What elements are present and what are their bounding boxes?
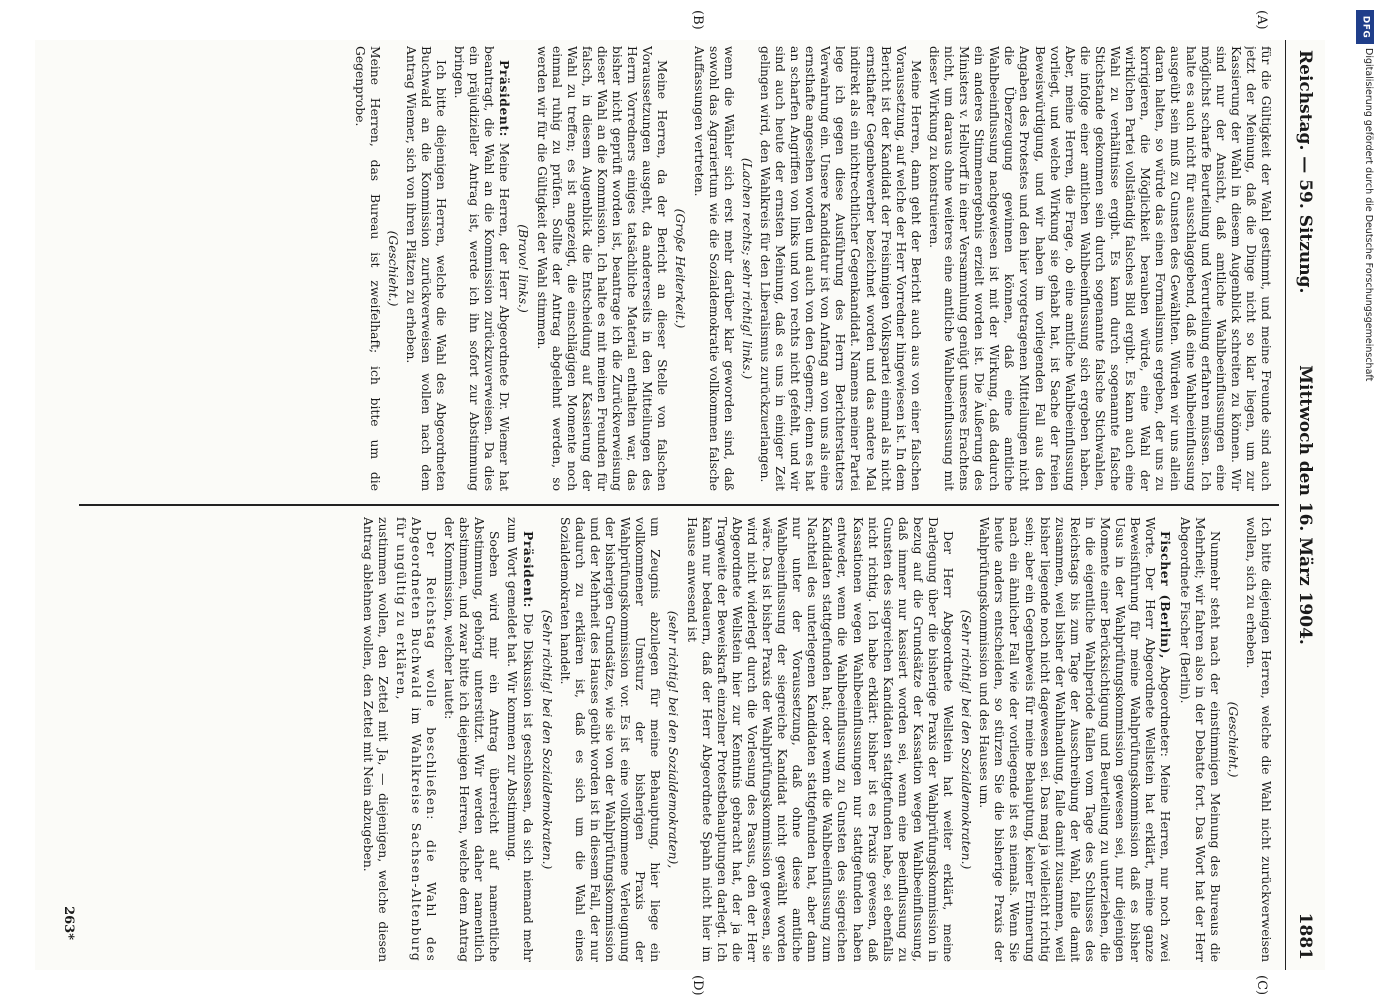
right-column: [93, 517, 1273, 962]
paragraph: um Zeugnis abzulegen für meine Behauptung, hier liege ein vollkommener Umsturz der bisherigen Praxis der Wahlprüfungskommission vor. Es ist eine vollkommene Verleugnung der bisherigen Grundsätze, wie sie von der Wahlprüfungskommission und der Mehrheit des Hauses geübt worden ist in diesem Fall, der nur dadurch zu erklären ist, daß es sich um die Wahl eines Sozialdemokraten handelt.: [557, 517, 663, 962]
paragraph-text: Meine Herren, der Herr Abgeordnete Dr. Wiemer hat beantragt, die Wahl an die Kommission zurückzuverweisen. Da dies ein präjudizieller Antrag ist, werde ich ihn sofort zur Abstimmung bringen.: [452, 46, 512, 491]
paragraph-text: Die Diskussion ist geschlossen, da sich niemand mehr zum Wort gemeldet hat. Wir kommen zur Abstimmung.: [505, 517, 535, 962]
paragraph: [976, 517, 1173, 962]
margin-mark-d: (D): [690, 975, 705, 996]
column-divider: [79, 504, 1279, 506]
paragraph: (Lachen rechts; sehr richtig! links.): [739, 157, 754, 380]
speaker-name: Präsident:: [497, 60, 513, 137]
paragraph: Meine Herren, da der Bericht an dieser Stelle von falschen Voraussetzungen ausgeht, da andererseits in den Mitteilungen des Herrn Vorredners einiges tatsächliche Material enthalten war, das bisher nicht geprüft worden ist, beantrage ich die Zurückverweisung dieser Wahl an die Kommission. Ich halte es mit meinen Freunden für falsch, in diesem Augenblick die Entscheidung auf Kassierung der Wahl zu treffen; es ist angezeigt, die einschlägigen Momente noch einmal ruhig zu prüfen. Sollte der Antrag abgelehnt werden, so werden wir für die Gültigkeit der Wahl stimmen.: [534, 46, 670, 491]
paragraph: Soeben wird mir ein Antrag überreicht auf namentliche Abstimmung, gehörig unterstützt. Wir werden daher namentlich abstimmen, und zwar bitte ich diejenigen Herren, welche dem Antrag der Kommission, welcher lautet:: [442, 517, 502, 962]
page-header: [1285, 40, 1325, 970]
left-column: [93, 46, 1273, 491]
paragraph: [451, 46, 512, 491]
paragraph: Meine Herren, das Bureau ist zweifelhaft; ich bitte um die Gegenprobe.: [352, 46, 382, 491]
margin-mark-c: (C): [1254, 975, 1269, 996]
paragraph: zustimmen wollen, den Zettel mit Ja, — diejenigen, welche diesen Antrag ablehnen wollen, den Zettel mit Nein abzugeben.: [360, 517, 390, 962]
credit-text: Digitalisierung gefördert durch die Deutsche Forschungsgemeinschaft: [1363, 48, 1374, 382]
speaker-name: Fischer (Berlin),: [1158, 531, 1174, 659]
paragraph-text: Abgeordneter: Meine Herren, nur noch zwei Worte. Der Herr Abgeordnete Wellstein hat erklärt, meine ganze Beweisführung für meine Wahlprüfungskommission daß es bisher Usus in der Wahlprüfungskommission gewesen sei, nur diejenigen Momente einer Berücksichtigung und Beurteilung zu unterziehen, die in die eigentliche Wahlperiode fallen vom Tage des Schlusses des Reichstags bis zum Tage der Ausschreibung der Wahl, falle damit zusammen, weil bisher der Wahlhandlung, falle damit zusammen, weil bisher liegende noch nicht dagewesen sei. Das mag ja vielleicht richtig sein; aber ein Gegenbeweis für meine Behauptung, keiner Erinnerung nach ein ähnlicher Fall wie der vorliegende ist es niemals. Wenn Sie heute anders entscheiden, so stürzen Sie die bisherige Praxis der Wahlprüfungskommission und des Hauses um.: [977, 517, 1173, 962]
paragraph: Meine Herren, dann geht der Bericht auch aus von einer falschen Voraussetzung, auf welche der Herr Vorredner hingewiesen ist. In dem Bericht ist der Kandidat der Freisinnigen Volkspartei einmal als nicht ernsthafter Gegenbewerber bezeichnet worden und das andere Mal indirekt als ein nichtrechtlicher Gegenkandidat. Namens meiner Partei lege ich gegen diese Ausführung des Herrn Berichterstatters Verwahrung ein. Unsere Kandidatur ist von Anfang an von uns als eine ernsthafte angesehen worden und auch von den Gegnern; denn es hat an scharfen Angriffen von links und von rechts nicht gefehlt, und wir sind auch heute der ernsten Meinung, daß es uns in einiger Zeit gelingen wird, den Wahlkreis für den Liberalismus zurückzuerlangen.: [757, 46, 923, 491]
paragraph: Ich bitte diejenigen Herren, welche die Wahl des Abgeordneten Buchwald an die Kommission zurückverweisen wollen nach dem Antrag Wiemer, sich von ihren Plätzen zu erheben.: [403, 46, 449, 491]
paragraph: (Geschieht.): [1225, 701, 1240, 778]
paragraph: (Bravo! links.): [516, 224, 531, 313]
margin-mark-a: (A): [1254, 10, 1269, 30]
paragraph: wenn die Wähler sich erst mehr darüber klar geworden sind, daß sowohl das Agrariertum wie die Sozialdemokratie vollkommen falsche Auffassungen vertreten.: [691, 46, 736, 491]
paragraph: (sehr richtig! bei den Sozialdemokraten),: [666, 610, 681, 869]
header-left: Reichstag. — 59. Sitzung.: [1295, 50, 1315, 294]
header-date: Mittwoch den 16. März 1904.: [1295, 365, 1315, 645]
margin-mark-b: (B): [690, 10, 705, 30]
footer-page-number: 263*: [61, 906, 76, 940]
speaker-name: Präsident:: [520, 531, 536, 608]
paragraph: (Große Heiterkeit.): [673, 208, 688, 329]
paragraph: [504, 517, 535, 962]
header-page-number: 1881: [1295, 912, 1315, 960]
paragraph: für die Gültigkeit der Wahl gestimmt, und meine Freunde sind auch jetzt der Meinung, daß die Dinge nicht so klar liegen, um zur Kassierung der Wahl in diesem Augenblick schreiten zu können. Wir sind nur der Ansicht, daß amtliche Wahlbeeinflussungen eine möglichst scharfe Beurteilung und Verurteilung erfahren müssen. Ich halte es auch nicht für ausschlaggebend, daß eine Wahlbeeinflussung ausgeübt sein muß zu Gunsten des Gewählten. Würden wir uns allein daran halten, so würde das einen Formalismus ergeben, der uns zu korrigieren, die Möglichkeit berauben würde, eine Wahl der wirklichen Partei vollständig falsches Bild ergibt. Es kann auch eine Wahl zu verhältnisse ergibt. Es kann durch sogenannte falsche Stichstande gekommen sein durch sogenannte falsche Stichwahlen, die infolge einer amtlichen Wahlbeeinflussung sich ergeben haben. Aber, meine Herren, die Frage, ob eine amtliche Wahlbeeinflussung vorliegt, und welche Wirkung sie gehabt hat, ist Sache der freien Beweiswürdigung, und wir haben im vorliegenden Fall aus den Angaben des Protestes und den hier vorgetragenen Mitteilungen nicht die Überzeugung gewinnen können, daß eine amtliche Wahlbeeinflussung nachgewiesen ist mit der Wirkung, daß dadurch ein anderes Stimmenergebnis erzielt worden ist. Die Äußerung des Ministers v. Hellvorff in einer Versammlung genügt unseres Erachtens nicht, um daraus ohne weiteres eine amtliche Wahlbeeinflussung mit dieser Wirkung zu konstruieren.: [926, 46, 1273, 491]
paragraph: Der Reichstag wolle beschließen: die Wahl des Abgeordneten Buchwald im Wahlkreise Sachsen-Altenburg für ungültig zu erklären,: [393, 517, 439, 962]
digitization-credit: [1352, 8, 1378, 998]
paragraph: Der Herr Abgeordnete Wellstein hat weiter erklärt, meine Darlegung über die bisherige Praxis der Wahlprüfungskommission in bezug auf die Grundsätze der Kassation wegen Wahlbeeinflussung, daß immer nur kassiert worden sei, wenn eine Beeinflussung zu Gunsten des siegreichen Kandidaten stattgefunden habe, sei ebenfalls nicht richtig. Ich habe erklärt: bisher ist es Praxis gewesen, daß Kassationen wegen Wahlbeeinflussungen nur stattgefunden haben entweder, wenn die Wahlbeeinflussung zu Gunsten des siegreichen Kandidaten stattgefunden hat; oder wenn die Wahlbeeinflussung zum Nachteil des unterlegenen Kandidaten stattgefunden hat, aber dann nur unter der Voraussetzung, daß ohne diese amtliche Wahlbeeinflussung der siegreiche Kandidat nicht gewählt worden wäre. Das ist bisher Praxis der Wahlprüfungskommission gewesen, sie wird nicht widerlegt durch die Vorlesung des Passus, den der Herr Abgeordnete Wellstein hier zur Kenntnis gebracht hat, der ja die Tragweite der Beweiskraft einzelner Protestbehauptungen darlegt. Ich kann nur bedauern, daß der Herr Abgeordnete Spahn nicht hier im Hause anwesend ist: [684, 517, 956, 962]
dfg-logo: DFG: [1356, 10, 1374, 44]
document-page: [35, 10, 1325, 996]
paragraph: (Sehr richtig! bei den Sozialdemokraten.): [539, 609, 554, 870]
paragraph: (Geschieht.): [385, 230, 400, 307]
paragraph: (Sehr richtig! bei den Sozialdemokraten.): [959, 609, 974, 870]
paragraph: Ich bitte diejenigen Herren, welche die Wahl nicht zurückverweisen wollen, sich zu erheben.: [1243, 517, 1273, 962]
paragraph: Nunmehr steht nach der einstimmigen Meinung des Bureaus die Mehrheit; wir fahren also in der Debatte fort. Das Wort hat der Herr Abgeordnete Fischer (Berlin).: [1177, 517, 1222, 962]
